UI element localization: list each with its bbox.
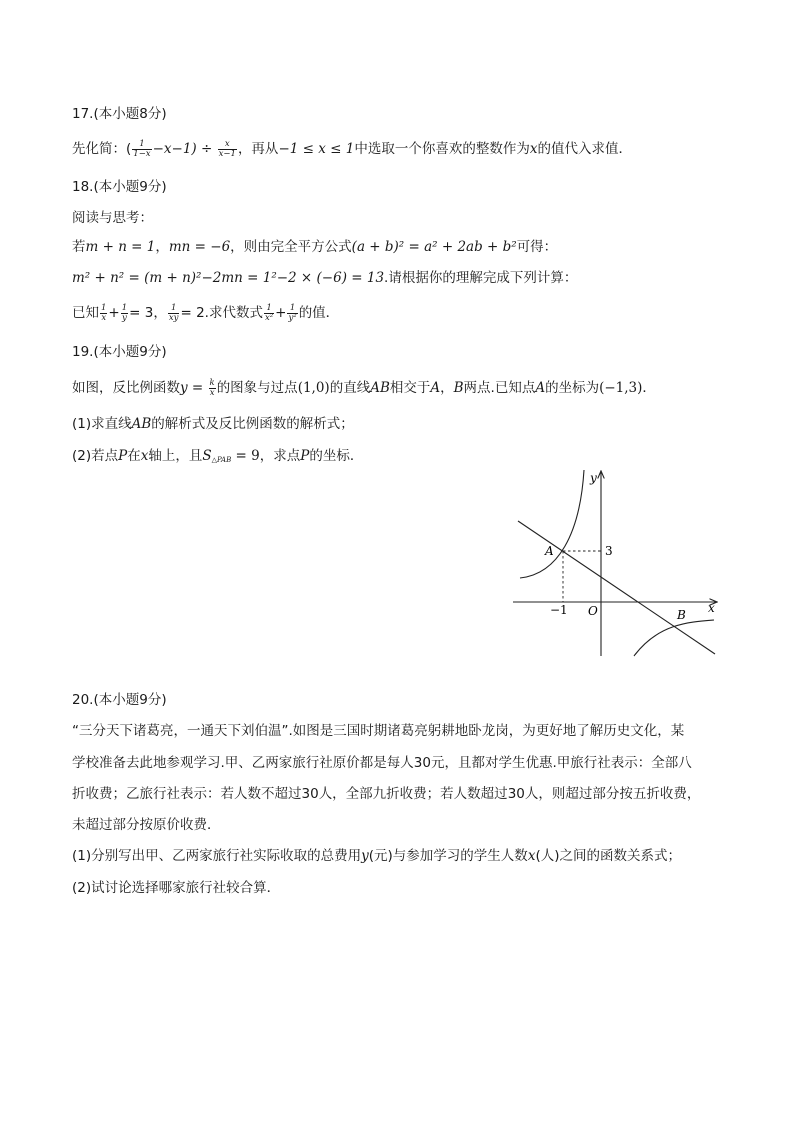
q19-l1-a2: A xyxy=(535,380,546,396)
fraction xyxy=(100,304,107,323)
q20-p2-t2: 元，且都对学生优惠.甲旅行社表示：全部八 xyxy=(430,755,692,771)
q19-l1-t8: ． xyxy=(642,380,656,396)
q19-l1-t4: 相交于 xyxy=(389,380,431,396)
frac-num: k xyxy=(209,377,215,388)
fraction xyxy=(121,304,128,323)
q18-l4-t5: + xyxy=(275,305,287,321)
q19-p2-t5: 的坐标． xyxy=(309,448,364,464)
q20-pt1-y: y xyxy=(361,848,369,864)
q20-pt1-t1: (1)分别写出甲、乙两家旅行社实际收取的总费用 xyxy=(72,848,362,864)
q19-l1-t1: 如图，反比例函数 xyxy=(72,380,180,396)
q17-t4: 中选取一个你喜欢的整数作为 xyxy=(354,141,530,157)
q18-line4 xyxy=(72,303,339,323)
frac-den: xy xyxy=(168,312,179,323)
q20-p3-t3: 人，则超过部分按五折收费， xyxy=(524,786,701,802)
q20-part1 xyxy=(72,846,681,866)
q18-l2-e3: (a + b)² = a² + 2ab + b² xyxy=(351,239,517,255)
q18-l2-t3: ，则由完全平方公式 xyxy=(230,239,352,255)
q20-pt1-t3: (人)之间的函数关系式； xyxy=(535,848,681,864)
frac-den: y² xyxy=(288,312,297,323)
q19-p2-t4: ，求点 xyxy=(259,448,301,464)
q19-l1-point1: (1,0) xyxy=(297,380,330,396)
q20-p3-t1: 折收费；乙旅行社表示：若人数不超过 xyxy=(72,786,302,802)
q20-p1: “三分天下诸葛亮，一通天下刘伯温”.如图是三国时期诸葛亮躬耕地卧龙岗，为更好地了解历史文化，某 xyxy=(72,723,685,739)
q19-l1-point2: (−1,3) xyxy=(599,380,643,396)
frac-num: 1 xyxy=(132,140,151,150)
fraction xyxy=(264,304,274,323)
q19-p2-p2: P xyxy=(300,448,310,464)
q20-p2-t1: 学校准备去此地参观学习.甲、乙两家旅行社原价都是每人 xyxy=(72,755,414,771)
q19-p2-t1: (2)若点 xyxy=(72,448,119,464)
q17-t5: 的值代入求值． xyxy=(537,141,632,157)
q19-line1 xyxy=(72,378,656,398)
q19-l1-a: A xyxy=(430,380,441,396)
tick-3: 3 xyxy=(605,544,613,558)
q18-l3-e1: m² + n² = (m + n)²−2mn = 1²−2 × (−6) = 13 xyxy=(72,270,385,286)
q19-l1-t7: 的坐标为 xyxy=(545,380,600,396)
frac-den: x xyxy=(101,312,107,323)
q19-p2-t2: 在 xyxy=(127,448,141,464)
q18-l2-t1: 若 xyxy=(72,239,86,255)
q18-intro: 阅读与思考： xyxy=(72,210,153,226)
frac-num: 1 xyxy=(287,304,297,314)
q19-l1-t3: 的直线 xyxy=(329,380,371,396)
hyperbola-branch-upper-left xyxy=(520,470,584,578)
frac-num: 1 xyxy=(101,302,107,313)
frac-den: x xyxy=(209,387,215,398)
q18-l2-e2: mn = −6 xyxy=(168,239,231,255)
q17-inequality: −1 ≤ x ≤ 1 xyxy=(278,141,355,157)
q18-l3-t1: .请根据你的理解完成下列计算： xyxy=(384,270,578,286)
q19-p1-t1: (1)求直线 xyxy=(72,416,132,432)
frac-num: 1 xyxy=(121,302,128,313)
q20-p3-n1: 30 xyxy=(301,786,319,802)
q18-l2-t2: ， xyxy=(155,239,169,255)
q19-part1 xyxy=(72,414,354,434)
q19-p2-p: P xyxy=(118,448,128,464)
q19-p1-t2: 的解析式及反比例函数的解析式； xyxy=(151,416,354,432)
frac-den: x−1 xyxy=(218,148,236,159)
q18-l2-t4: 可得： xyxy=(516,239,558,255)
frac-num: 1 xyxy=(264,304,274,314)
q20-header: 20.(本小题9分) xyxy=(72,692,167,708)
q18-l4-t6: 的值． xyxy=(298,305,340,321)
q19-header: 19.(本小题9分) xyxy=(72,344,167,360)
q19-l1-t5: ， xyxy=(440,380,454,396)
q17-header: 17.(本小题8分) xyxy=(72,106,167,122)
q18-l4-t4: = 2.求代数式 xyxy=(180,305,263,321)
q20-pt1-x: x xyxy=(527,848,536,864)
frac-num: x xyxy=(218,140,237,150)
q19-p1-ab: AB xyxy=(131,416,152,432)
q19-l1-ab: AB xyxy=(370,380,390,396)
line-ab xyxy=(518,521,715,654)
fraction xyxy=(132,140,151,159)
q17-t3: ，再从 xyxy=(237,141,279,157)
fraction xyxy=(287,304,297,323)
q19-p2-eq: = 9 xyxy=(231,448,260,464)
q18-l4-t3: = 3， xyxy=(129,305,167,321)
q17-text xyxy=(72,139,632,159)
q17-t1: 先化简：( xyxy=(72,141,132,157)
label-a: A xyxy=(545,544,554,558)
q17-t2: −x−1) ÷ xyxy=(152,141,217,157)
q18-line2 xyxy=(72,237,557,257)
label-origin: O xyxy=(588,604,598,618)
q20-pt1-t2: (元)与参加学习的学生人数 xyxy=(368,848,528,864)
q17-var: x xyxy=(529,141,538,157)
label-x: x xyxy=(708,601,715,615)
q20-part2: (2)试讨论选择哪家旅行社较合算． xyxy=(72,880,281,896)
q20-p2-n1: 30 xyxy=(413,755,431,771)
q19-l1-b: B xyxy=(453,380,464,396)
q19-p2-sub: △PAB xyxy=(211,456,232,464)
q19-l1-t2: 的图象与过点 xyxy=(216,380,298,396)
q18-l2-e1: m + n = 1 xyxy=(85,239,156,255)
q19-l1-t6: 两点.已知点 xyxy=(463,380,536,396)
frac-den: 1−x xyxy=(133,148,151,159)
q18-l4-t1: 已知 xyxy=(72,305,99,321)
fraction xyxy=(209,379,216,398)
q20-p4: 未超过部分按原价收费． xyxy=(72,817,221,833)
frac-den: y xyxy=(122,312,127,323)
frac-den: x² xyxy=(264,312,274,323)
q19-figure xyxy=(508,464,724,660)
q19-p2-x: x xyxy=(140,448,149,464)
label-y: y xyxy=(590,471,597,485)
tick-neg1: −1 xyxy=(550,603,568,617)
q19-part2 xyxy=(72,446,363,470)
q19-p2-s: S xyxy=(202,448,212,464)
q19-l1-e1: y = xyxy=(180,380,208,396)
label-b: B xyxy=(677,608,686,622)
hyperbola-branch-lower-right xyxy=(634,620,714,656)
q18-header: 18.(本小题9分) xyxy=(72,179,167,195)
q20-p3-n2: 30 xyxy=(507,786,525,802)
fraction xyxy=(218,140,237,159)
q19-p2-t3: 轴上，且 xyxy=(148,448,203,464)
frac-num: 1 xyxy=(168,304,180,314)
q18-line3 xyxy=(72,268,577,288)
q20-p3 xyxy=(72,784,700,804)
q20-p2 xyxy=(72,753,692,773)
q18-l4-t2: + xyxy=(108,305,120,321)
q20-p3-t2: 人，全部九折收费；若人数超过 xyxy=(318,786,508,802)
fraction xyxy=(168,304,180,323)
